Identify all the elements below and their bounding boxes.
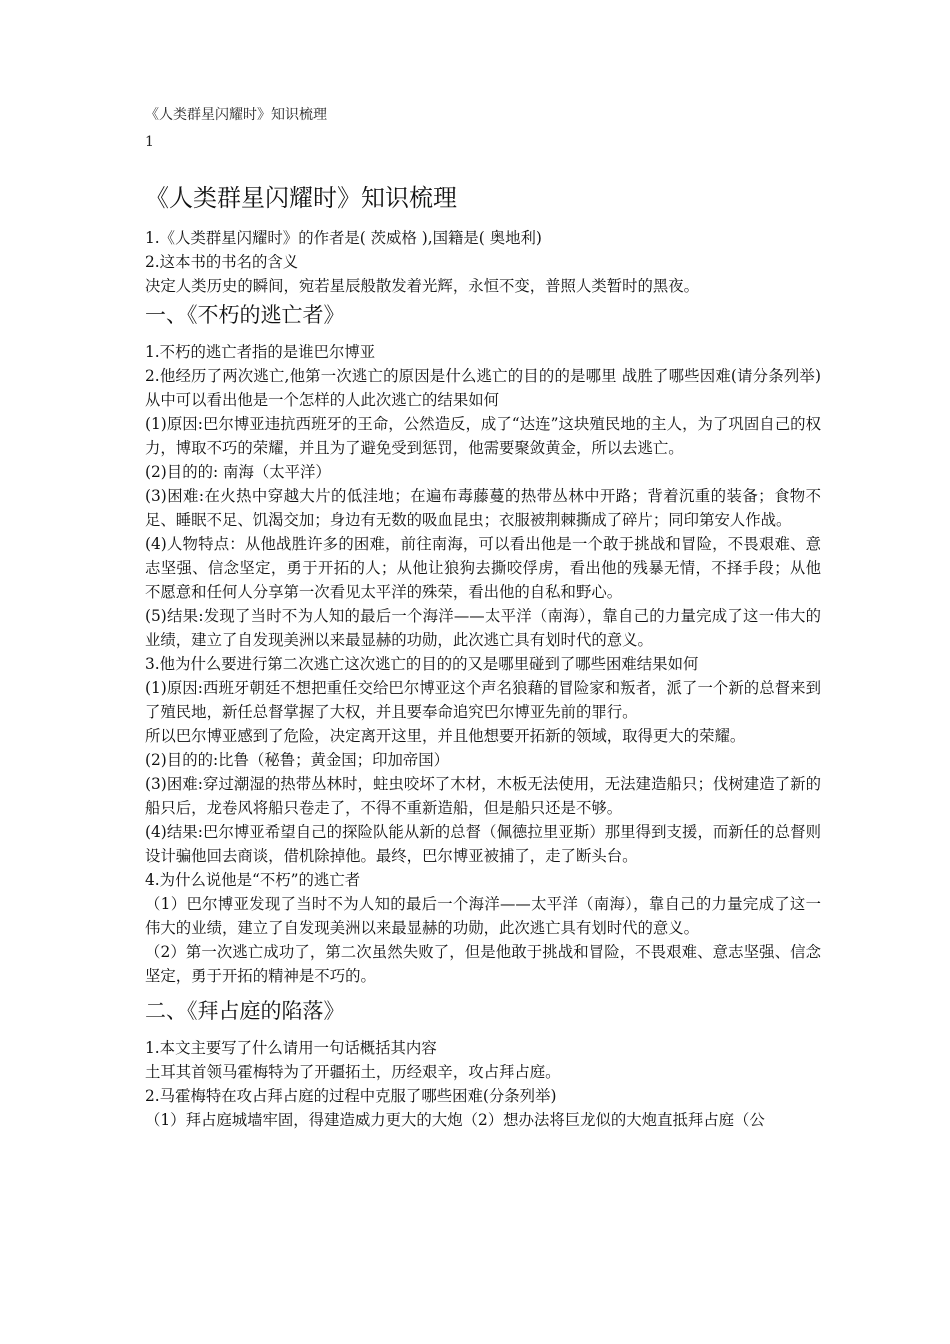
section1-paragraph: 4.为什么说他是“不朽”的逃亡者 xyxy=(145,871,361,889)
section2-paragraph: （1）拜占庭城墙牢固，得建造威力更大的大炮（2）想办法将巨龙似的大炮直抵拜占庭（公 xyxy=(145,1111,765,1129)
section1-paragraph: 2.他经历了两次逃亡,他第一次逃亡的原因是什么逃亡的目的的是哪里 战胜了哪些因难(请分条列举) 从中可以看出他是一个怎样的人此次逃亡的结果如何 xyxy=(145,367,821,409)
section1-paragraph: (1)原因:西班牙朝廷不想把重任交给巴尔博亚这个声名狼藉的冒险家和叛者，派了一个新的总督来到了殖民地，新任总督掌握了大权，并且要奉命追究巴尔博亚先前的罪行。 xyxy=(145,679,821,721)
section1-paragraph: 1.不朽的逃亡者指的是谁巴尔博亚 xyxy=(145,343,376,361)
section1-paragraph: (3)困难:穿过潮湿的热带丛林时，蛀虫咬坏了木材，木板无法使用，无法建造船只；伐树建造了新的船只后，龙卷风将船只卷走了，不得不重新造船，但是船只还是不够。 xyxy=(145,775,821,817)
section1-paragraph: 3.他为什么要进行第二次逃亡这次逃亡的目的的又是哪里碰到了哪些困难结果如何 xyxy=(145,655,699,673)
section1-paragraph: (2)目的的:比鲁（秘鲁；黄金国；印加帝国） xyxy=(145,751,450,769)
section1-paragraph: 所以巴尔博亚感到了危险，决定离开这里，并且他想要开拓新的领域，取得更大的荣耀。 xyxy=(145,727,746,745)
section2-paragraph: 2.马霍梅特在攻占拜占庭的过程中克服了哪些困难(分条列举) xyxy=(145,1087,557,1105)
section-heading-1: 一、《不朽的逃亡者》 xyxy=(145,303,345,327)
section-heading-2: 二、《拜占庭的陷落》 xyxy=(145,999,345,1023)
section1-paragraph: （2）第一次逃亡成功了，第二次虽然失败了，但是他敢于挑战和冒险，不畏艰难、意志坚强、信念坚定，勇于开拓的精神是不巧的。 xyxy=(145,943,821,985)
document-title: 《人类群星闪耀时》知识梳理 xyxy=(145,184,457,212)
section1-paragraph: (3)困难:在火热中穿越大片的低洼地；在遍布毒藤蔓的热带丛林中开路；背着沉重的装备；食物不足、睡眠不足、饥渴交加；身边有无数的吸血昆虫；衣服被荆棘撕成了碎片；同印第安人作战。 xyxy=(145,487,821,529)
section2-paragraph: 1.本文主要写了什么请用一句话概括其内容 xyxy=(145,1039,437,1057)
section1-paragraph: (2)目的的: 南海（太平洋） xyxy=(145,463,331,481)
section2-paragraph: 土耳其首领马霍梅特为了开疆拓土，历经艰辛，攻占拜占庭。 xyxy=(145,1063,561,1081)
intro-paragraph: 决定人类历史的瞬间，宛若星辰般散发着光辉，永恒不变，普照人类暂时的黑夜。 xyxy=(145,277,700,295)
document-body xyxy=(145,226,821,1132)
section1-paragraph: (4)结果:巴尔博亚希望自己的探险队能从新的总督（佩德拉里亚斯）那里得到支援，而新任的总督则设计骗他回去商谈，借机除掉他。最终，巴尔博亚被捕了，走了断头台。 xyxy=(145,823,821,865)
running-title: 《人类群星闪耀时》知识梳理 xyxy=(145,107,327,123)
section1-paragraph: （1）巴尔博亚发现了当时不为人知的最后一个海洋——太平洋（南海），靠自己的力量完成了这一伟大的业绩，建立了自发现美洲以来最显赫的功勋，此次逃亡具有划时代的意义。 xyxy=(145,895,821,937)
intro-paragraph: 1.《人类群星闪耀时》的作者是( 茨威格 ),国籍是( 奥地利) xyxy=(145,229,542,247)
section1-paragraph: (4)人物特点：从他战胜许多的困难，前往南海，可以看出他是一个敢于挑战和冒险，不畏艰难、意志坚强、信念坚定，勇于开拓的人；从他让狼狗去撕咬俘虏，看出他的残暴无情，不择手段；从他不愿意和任何人分享第一次看见太平洋的殊荣，看出他的自私和野心。 xyxy=(145,535,821,601)
section1-paragraph: (5)结果:发现了当时不为人知的最后一个海洋——太平洋（南海），靠自己的力量完成了这一伟大的业绩，建立了自发现美洲以来最显赫的功勋，此次逃亡具有划时代的意义。 xyxy=(145,607,821,649)
section1-paragraph: (1)原因:巴尔博亚违抗西班牙的王命，公然造反，成了“达连”这块殖民地的主人，为了巩固自己的权力，博取不巧的荣耀，并且为了避免受到惩罚，他需要聚敛黄金，所以去逃亡。 xyxy=(145,415,821,457)
page-number: 1 xyxy=(145,134,154,150)
intro-paragraph: 2.这本书的书名的含义 xyxy=(145,253,299,271)
